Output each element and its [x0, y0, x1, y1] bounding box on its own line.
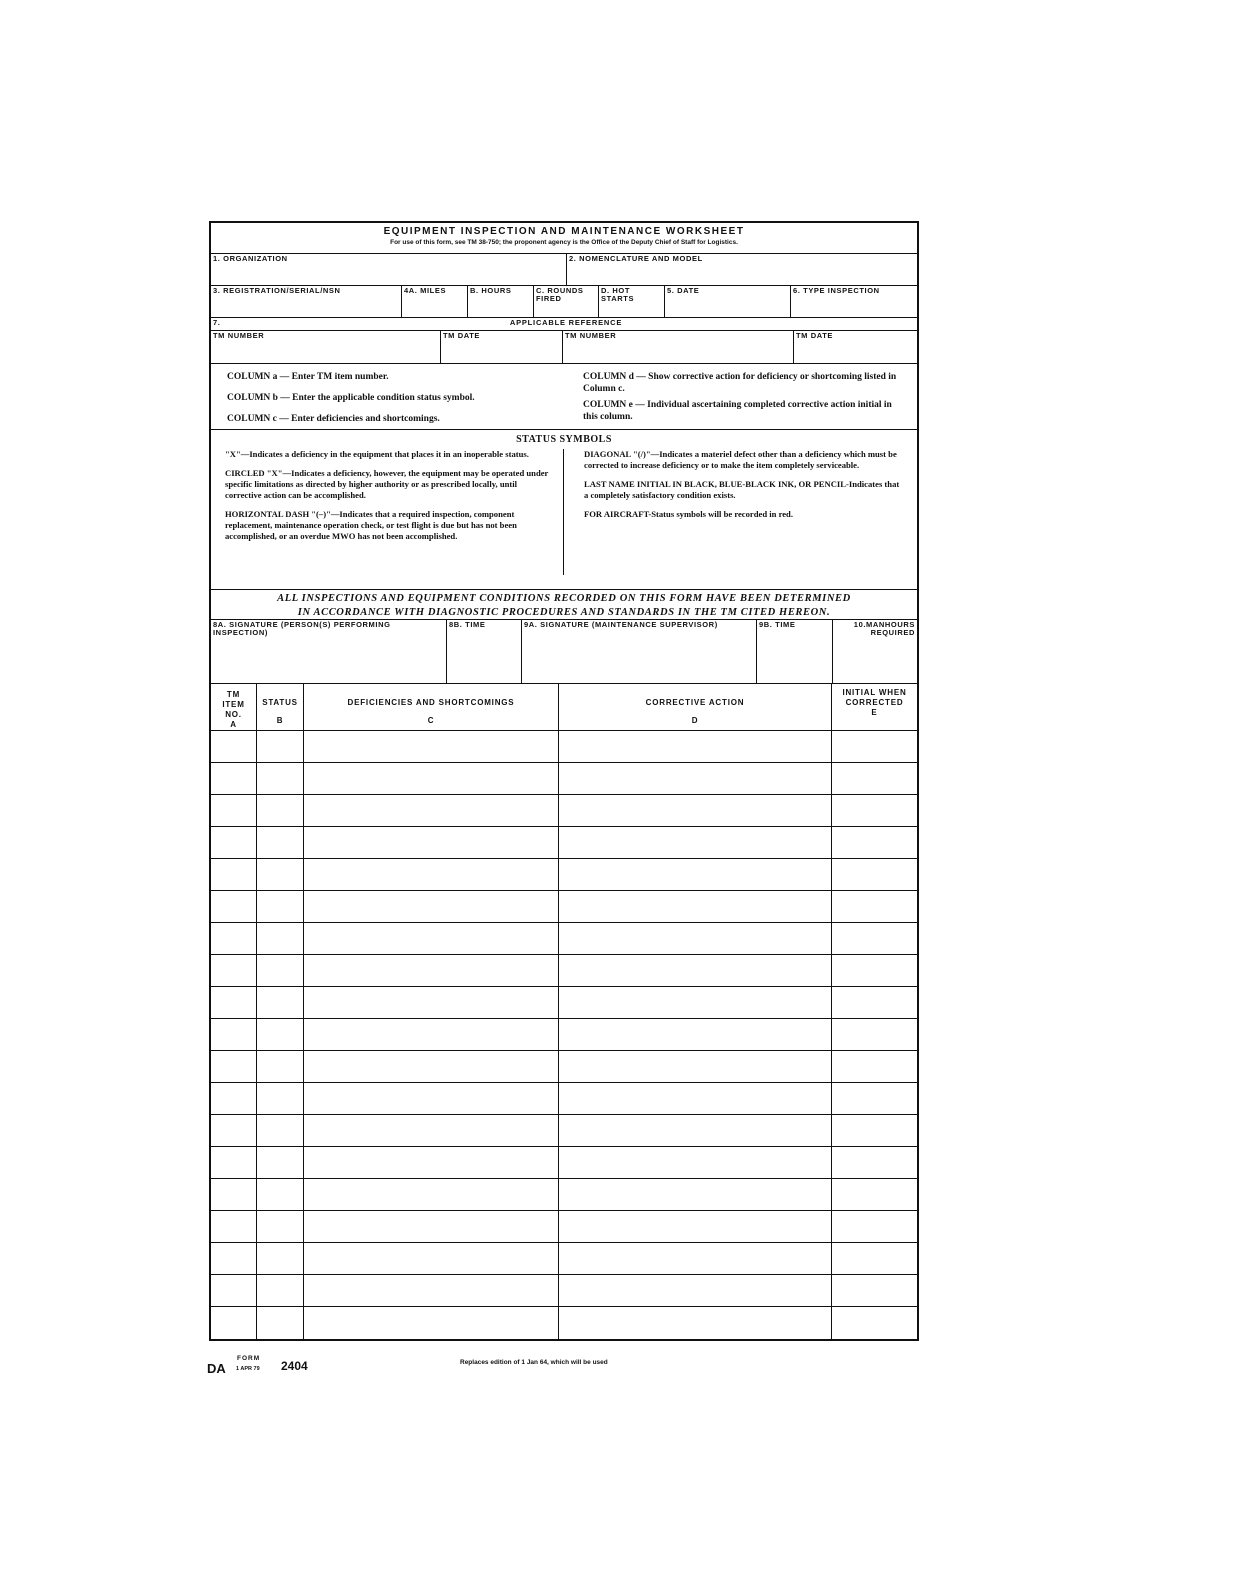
instruction-col-d: COLUMN d — Show corrective action for deficiency or shortcoming listed in Column c. — [583, 372, 897, 394]
table-row — [211, 1019, 917, 1051]
cell-tm-item[interactable] — [211, 1243, 257, 1274]
form-subtitle: For use of this form, see TM 38-750; the proponent agency is the Office of the Deputy Chief of Staff for Logistics. — [390, 239, 738, 246]
cell-initial[interactable] — [832, 1019, 917, 1050]
cell-status[interactable] — [257, 795, 304, 826]
cell-deficiencies[interactable] — [304, 1115, 559, 1146]
certification-line-2: IN ACCORDANCE WITH DIAGNOSTIC PROCEDURES AND STANDARDS IN THE TM CITED HEREON. — [297, 607, 831, 618]
cell-tm-item[interactable] — [211, 1051, 257, 1082]
col-header-a-letter: A — [230, 720, 237, 729]
footer-da: DA — [207, 1361, 226, 1376]
cell-deficiencies[interactable] — [304, 1019, 559, 1050]
cell-initial[interactable] — [832, 795, 917, 826]
cell-tm-item[interactable] — [211, 1019, 257, 1050]
col-header-e-label: INITIAL WHEN CORRECTED — [842, 688, 907, 707]
cell-corrective-action[interactable] — [559, 827, 832, 858]
cell-initial[interactable] — [832, 955, 917, 986]
cell-corrective-action[interactable] — [559, 1147, 832, 1178]
footer-form-number: 2404 — [281, 1359, 308, 1373]
cell-corrective-action[interactable] — [559, 731, 832, 762]
cell-initial[interactable] — [832, 1147, 917, 1178]
cell-status[interactable] — [257, 1307, 304, 1339]
inspection-worksheet-form — [209, 221, 919, 1341]
cell-deficiencies[interactable] — [304, 987, 559, 1018]
status-symbols-section — [211, 430, 917, 590]
cell-tm-item[interactable] — [211, 1275, 257, 1306]
row-signatures — [211, 620, 917, 684]
cell-corrective-action[interactable] — [559, 763, 832, 794]
col-header-d-letter: D — [691, 716, 699, 725]
cell-initial[interactable] — [832, 827, 917, 858]
cell-corrective-action[interactable] — [559, 955, 832, 986]
cell-initial[interactable] — [832, 1211, 917, 1242]
cell-tm-item[interactable] — [211, 923, 257, 954]
cell-tm-item[interactable] — [211, 987, 257, 1018]
instruction-col-b: COLUMN b — Enter the applicable condition status symbol. — [227, 393, 475, 403]
cell-tm-item[interactable] — [211, 955, 257, 986]
cell-deficiencies[interactable] — [304, 1051, 559, 1082]
cell-initial[interactable] — [832, 923, 917, 954]
status-x: "X"—Indicates a deficiency in the equipment that places it in an inoperable status. — [225, 449, 529, 459]
cell-corrective-action[interactable] — [559, 923, 832, 954]
tm-number-field-2[interactable]: TM NUMBER — [563, 331, 794, 363]
cell-initial[interactable] — [832, 1275, 917, 1306]
cell-deficiencies[interactable] — [304, 1275, 559, 1306]
table-row — [211, 859, 917, 891]
table-row — [211, 923, 917, 955]
status-circled-x: CIRCLED "X"—Indicates a deficiency, however, the equipment may be operated under specific limitations as directed by higher authority or as prescribed locally, until corrective action can be accomplished. — [225, 468, 549, 500]
signature-inspector-field[interactable]: 8A. SIGNATURE (PERSON(S) PERFORMING INSPECTION) — [211, 620, 447, 683]
cell-tm-item[interactable] — [211, 859, 257, 890]
cell-tm-item[interactable] — [211, 1083, 257, 1114]
cell-tm-item[interactable] — [211, 795, 257, 826]
status-symbols-right — [564, 449, 917, 575]
cell-status[interactable] — [257, 1019, 304, 1050]
cell-deficiencies[interactable] — [304, 795, 559, 826]
col-header-c-label: DEFICIENCIES AND SHORTCOMINGS — [347, 698, 515, 707]
cell-deficiencies[interactable] — [304, 763, 559, 794]
cell-status[interactable] — [257, 1147, 304, 1178]
status-symbols-left — [211, 449, 563, 575]
cell-corrective-action[interactable] — [559, 1179, 832, 1210]
cell-tm-item[interactable] — [211, 1115, 257, 1146]
time-8b-field[interactable]: 8B. TIME — [447, 620, 522, 683]
table-row — [211, 1179, 917, 1211]
cell-deficiencies[interactable] — [304, 1307, 559, 1339]
hot-starts-field[interactable]: D. HOT STARTS — [599, 286, 665, 317]
tm-date-field-1[interactable]: TM DATE — [441, 331, 563, 363]
cell-corrective-action[interactable] — [559, 891, 832, 922]
tm-date-field-2[interactable]: TM DATE — [796, 331, 833, 340]
table-row — [211, 795, 917, 827]
cell-deficiencies[interactable] — [304, 1179, 559, 1210]
reference-number: 7. — [213, 318, 221, 327]
cell-deficiencies[interactable] — [304, 955, 559, 986]
row-organization — [211, 254, 917, 286]
status-dash: HORIZONTAL DASH "(–)"—Indicates that a required inspection, component replacement, maintenance operation check, or test flight is due but has not been accomplished, or an overdue MWO has not been accomplished. — [225, 509, 517, 541]
cell-status[interactable] — [257, 1051, 304, 1082]
cell-initial[interactable] — [832, 987, 917, 1018]
cell-corrective-action[interactable] — [559, 987, 832, 1018]
cell-initial[interactable] — [832, 859, 917, 890]
cell-initial[interactable] — [832, 763, 917, 794]
miles-field[interactable]: 4A. MILES — [402, 286, 468, 317]
col-header-d — [559, 684, 832, 730]
hours-field[interactable]: B. HOURS — [468, 286, 534, 317]
cell-corrective-action[interactable] — [559, 1083, 832, 1114]
col-header-a — [211, 684, 257, 730]
cell-corrective-action[interactable] — [559, 1115, 832, 1146]
cell-tm-item[interactable] — [211, 1307, 257, 1339]
signature-supervisor-field[interactable]: 9A. SIGNATURE (MAINTENANCE SUPERVISOR) — [522, 620, 757, 683]
cell-tm-item[interactable] — [211, 1211, 257, 1242]
col-header-c — [304, 684, 559, 730]
cell-deficiencies[interactable] — [304, 1243, 559, 1274]
cell-status[interactable] — [257, 923, 304, 954]
cell-tm-item[interactable] — [211, 731, 257, 762]
col-header-b — [257, 684, 304, 730]
cell-deficiencies[interactable] — [304, 891, 559, 922]
col-header-a-label: TM ITEM NO. — [222, 690, 245, 719]
cell-corrective-action[interactable] — [559, 1243, 832, 1274]
cell-status[interactable] — [257, 955, 304, 986]
status-diagonal: DIAGONAL "(/)"—Indicates a materiel defect other than a deficiency which must be corrected to increase deficiency or to make the item completely serviceable. — [584, 449, 897, 470]
table-row — [211, 731, 917, 763]
cell-status[interactable] — [257, 859, 304, 890]
table-row — [211, 987, 917, 1019]
status-initial: LAST NAME INITIAL IN BLACK, BLUE-BLACK INK, OR PENCIL-Indicates that a completely satisfactory condition exists. — [584, 479, 900, 500]
date-field[interactable]: 5. DATE — [665, 286, 791, 317]
table-row — [211, 955, 917, 987]
cell-initial[interactable] — [832, 1179, 917, 1210]
manhours-field[interactable]: 10.MANHOURS REQUIRED — [853, 620, 915, 637]
cell-corrective-action[interactable] — [559, 1019, 832, 1050]
cell-initial[interactable] — [832, 731, 917, 762]
cell-deficiencies[interactable] — [304, 1083, 559, 1114]
table-row — [211, 1275, 917, 1307]
cell-corrective-action[interactable] — [559, 1051, 832, 1082]
cell-status[interactable] — [257, 827, 304, 858]
col-header-e-letter: E — [871, 708, 878, 717]
cell-tm-item[interactable] — [211, 827, 257, 858]
cell-tm-item[interactable] — [211, 1147, 257, 1178]
cell-corrective-action[interactable] — [559, 795, 832, 826]
cell-initial[interactable] — [832, 1083, 917, 1114]
tm-number-field-1[interactable]: TM NUMBER — [211, 331, 441, 363]
cell-status[interactable] — [257, 891, 304, 922]
cell-corrective-action[interactable] — [559, 1307, 832, 1339]
status-symbols-heading: STATUS SYMBOLS — [516, 434, 612, 445]
col-header-c-letter: C — [427, 716, 435, 725]
cell-corrective-action[interactable] — [559, 1275, 832, 1306]
table-row — [211, 1307, 917, 1339]
col-header-b-label: STATUS — [262, 698, 298, 707]
table-row — [211, 763, 917, 795]
row-reference-heading — [211, 318, 917, 331]
table-row — [211, 1243, 917, 1275]
column-instructions-right — [583, 371, 917, 429]
type-inspection-field[interactable]: 6. TYPE INSPECTION — [793, 286, 880, 295]
cell-tm-item[interactable] — [211, 891, 257, 922]
column-instructions — [211, 364, 917, 430]
cell-status[interactable] — [257, 763, 304, 794]
col-header-e — [832, 684, 917, 730]
cell-initial[interactable] — [832, 891, 917, 922]
table-row — [211, 1211, 917, 1243]
cell-status[interactable] — [257, 987, 304, 1018]
cell-status[interactable] — [257, 1243, 304, 1274]
certification-text — [211, 590, 917, 622]
table-row — [211, 1083, 917, 1115]
rounds-fired-field[interactable]: C. ROUNDS FIRED — [534, 286, 599, 317]
table-row — [211, 1051, 917, 1083]
table-header — [211, 684, 917, 731]
column-instructions-left — [227, 371, 583, 429]
table-row — [211, 891, 917, 923]
status-aircraft: FOR AIRCRAFT-Status symbols will be recorded in red. — [584, 509, 793, 519]
cell-initial[interactable] — [832, 1051, 917, 1082]
form-title: EQUIPMENT INSPECTION AND MAINTENANCE WORKSHEET — [383, 226, 745, 237]
instruction-col-c: COLUMN c — Enter deficiencies and shortcomings. — [227, 414, 440, 424]
col-header-b-letter: B — [276, 716, 284, 725]
cell-status[interactable] — [257, 1275, 304, 1306]
instruction-col-a: COLUMN a — Enter TM item number. — [227, 372, 389, 382]
cell-status[interactable] — [257, 1083, 304, 1114]
cell-deficiencies[interactable] — [304, 731, 559, 762]
entry-grid — [211, 731, 917, 1339]
time-9b-field[interactable]: 9B. TIME — [757, 620, 833, 683]
cell-initial[interactable] — [832, 1115, 917, 1146]
footer-form-label: FORM — [237, 1355, 261, 1362]
row-tm-reference — [211, 331, 917, 364]
row-registration — [211, 286, 917, 318]
cell-status[interactable] — [257, 731, 304, 762]
cell-tm-item[interactable] — [211, 1179, 257, 1210]
cell-deficiencies[interactable] — [304, 923, 559, 954]
cell-status[interactable] — [257, 1115, 304, 1146]
form-footer — [207, 1355, 927, 1379]
nomenclature-field[interactable]: 2. NOMENCLATURE AND MODEL — [569, 254, 703, 263]
cell-deficiencies[interactable] — [304, 827, 559, 858]
cell-corrective-action[interactable] — [559, 859, 832, 890]
organization-field[interactable]: 1. ORGANIZATION — [211, 254, 567, 285]
instruction-col-e: COLUMN e — Individual ascertaining completed corrective action initial in this column. — [583, 400, 892, 422]
cell-initial[interactable] — [832, 1307, 917, 1339]
cell-deficiencies[interactable] — [304, 1211, 559, 1242]
table-row — [211, 827, 917, 859]
form-header — [211, 223, 917, 254]
cell-deficiencies[interactable] — [304, 1147, 559, 1178]
cell-corrective-action[interactable] — [559, 1211, 832, 1242]
reference-heading: APPLICABLE REFERENCE — [509, 318, 623, 327]
col-header-d-label: CORRECTIVE ACTION — [645, 698, 745, 707]
registration-field[interactable]: 3. REGISTRATION/SERIAL/NSN — [211, 286, 402, 317]
footer-form-date: 1 APR 79 — [236, 1366, 260, 1372]
cell-status[interactable] — [257, 1211, 304, 1242]
cell-initial[interactable] — [832, 1243, 917, 1274]
certification-statement — [211, 590, 917, 620]
footer-replaces-note: Replaces edition of 1 Jan 64, which will be used — [460, 1359, 608, 1366]
cell-tm-item[interactable] — [211, 763, 257, 794]
cell-deficiencies[interactable] — [304, 859, 559, 890]
certification-line-1: ALL INSPECTIONS AND EQUIPMENT CONDITIONS RECORDED ON THIS FORM HAVE BEEN DETERMINED — [277, 593, 851, 604]
table-row — [211, 1115, 917, 1147]
table-row — [211, 1147, 917, 1179]
cell-status[interactable] — [257, 1179, 304, 1210]
